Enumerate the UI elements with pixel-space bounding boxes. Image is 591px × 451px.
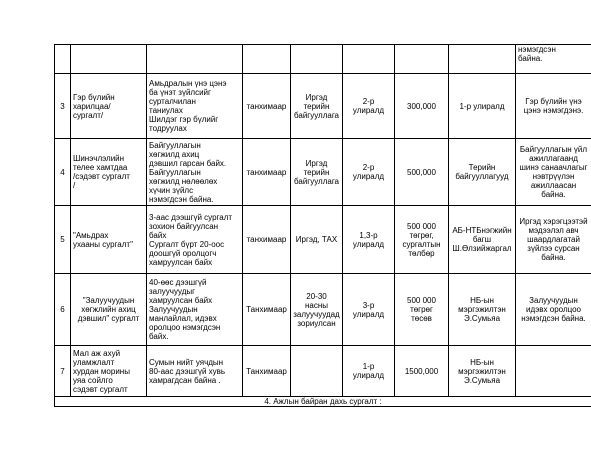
name-cell: "Залуучуудын хөгжлийн ахиц дэвшил" сургалт [71,274,147,346]
type-cell: танхимаар [243,74,291,139]
table-row [55,274,591,346]
type-cell: Танхимаар [243,346,291,397]
result-cell: Байгууллагын үйл ажиллагаанд шинэ санаачлагыг нэвтрүүлэн ажиллаасан байна. [516,139,591,206]
num-cell: 4 [55,139,71,206]
desc-cell: Сумын нийт уячдын 80-аас дээшгүй хувь хамрагдсан байна . [147,346,243,397]
participants-cell: 20-30 насны залуучуудад зориулсан [291,274,343,346]
type-cell: Танхимаар [243,274,291,346]
time-cell: 1,3-р улиралд [343,206,395,274]
desc-cell: 3-аас дээшгүй сургалт зохион байгуулсан байх Сургалт бүрт 20-оос доошгүй оролцогч хамруулсан байх [147,206,243,274]
desc-cell: Амьдралын үнэ цэнэ ба үнэт зүйлсийг сурталчилан таниулах Шилдэг гэр бүлийг тодруулах [147,74,243,139]
name-cell: Шинэчлэлийн телее хамтдаа /сэдэвт сургалт / [71,139,147,206]
time-cell: 2-р улиралд [343,139,395,206]
time-cell [343,45,395,74]
table-row [55,45,591,74]
result-cell: Залуучуудын идэвх оролцоо нэмэгдсэн байна. [516,274,591,346]
responsible-cell: Терийн байгууллагууд [449,139,516,206]
table-row [55,139,591,206]
budget-cell: 500 000 төгрөг, сургалтын төлбөр [395,206,449,274]
participants-cell [291,45,343,74]
budget-cell: 1500,000 [395,346,449,397]
participants-cell: Иргэд, ТАХ [291,206,343,274]
section-row [55,397,591,407]
plan-table [54,44,591,407]
responsible-cell [449,45,516,74]
name-cell: "Амьдрах ухааны сургалт" [71,206,147,274]
name-cell: Гэр бүлийн харилцаа/ сургалт/ [71,74,147,139]
time-cell: 2-р улиралд [343,74,395,139]
responsible-cell: АБ-НТБнэгжийн багш Ш.Өлзийжаргал [449,206,516,274]
time-cell: 3-р улиралд [343,274,395,346]
section-title: 4. Ажлын байран дахь сургалт : [55,397,591,407]
responsible-cell: НБ-ын мэргэжилтэн Э.Сумьяа [449,346,516,397]
name-cell: Мал аж ахуй уламжлалт хурдан морины уяа сойлго сэдэвт сургалт [71,346,147,397]
budget-cell [395,45,449,74]
participants-cell: Иргэд терийн байгууллага [291,74,343,139]
responsible-cell: НБ-ын мэргэжилтэн Э.Сумьяа [449,274,516,346]
budget-cell: 500 000 төгрөг төсөв [395,274,449,346]
time-cell: 1-р улиралд [343,346,395,397]
num-cell [55,45,71,74]
type-cell [243,45,291,74]
num-cell: 7 [55,346,71,397]
budget-cell: 500,000 [395,139,449,206]
participants-cell [291,346,343,397]
desc-cell: 40-өөс дээшгүй залуучуудыг хамруулсан байх Залуучуудын манлайлал, идэвх оролцоо нэмэгдсэн байх. [147,274,243,346]
result-cell [516,346,591,397]
budget-cell: 300,000 [395,74,449,139]
result-cell: нэмэгдсэн байна. [516,45,591,74]
num-cell: 6 [55,274,71,346]
type-cell: танхимаар [243,139,291,206]
result-cell: Гэр бүлийн үнэ цэнэ нэмэгдэнэ. [516,74,591,139]
type-cell: танхимаар [243,206,291,274]
desc-cell: Байгууллагын хөгжилд ахиц дэвшил гарсан байх. Байгууллагын хөгжилд нөлөөлөх хүчин зүйлс нэмэгдсэн байна. [147,139,243,206]
participants-cell: Иргэд терийн байгууллага [291,139,343,206]
table-row [55,74,591,139]
name-cell [71,45,147,74]
table-row [55,346,591,397]
num-cell: 3 [55,74,71,139]
num-cell: 5 [55,206,71,274]
responsible-cell: 1-р улиралд [449,74,516,139]
result-cell: Иргэд хэрэгцээтэй мэдээлэл авч шаардлагатай зүйлээ сурсан байна. [516,206,591,274]
table-row [55,206,591,274]
desc-cell [147,45,243,74]
